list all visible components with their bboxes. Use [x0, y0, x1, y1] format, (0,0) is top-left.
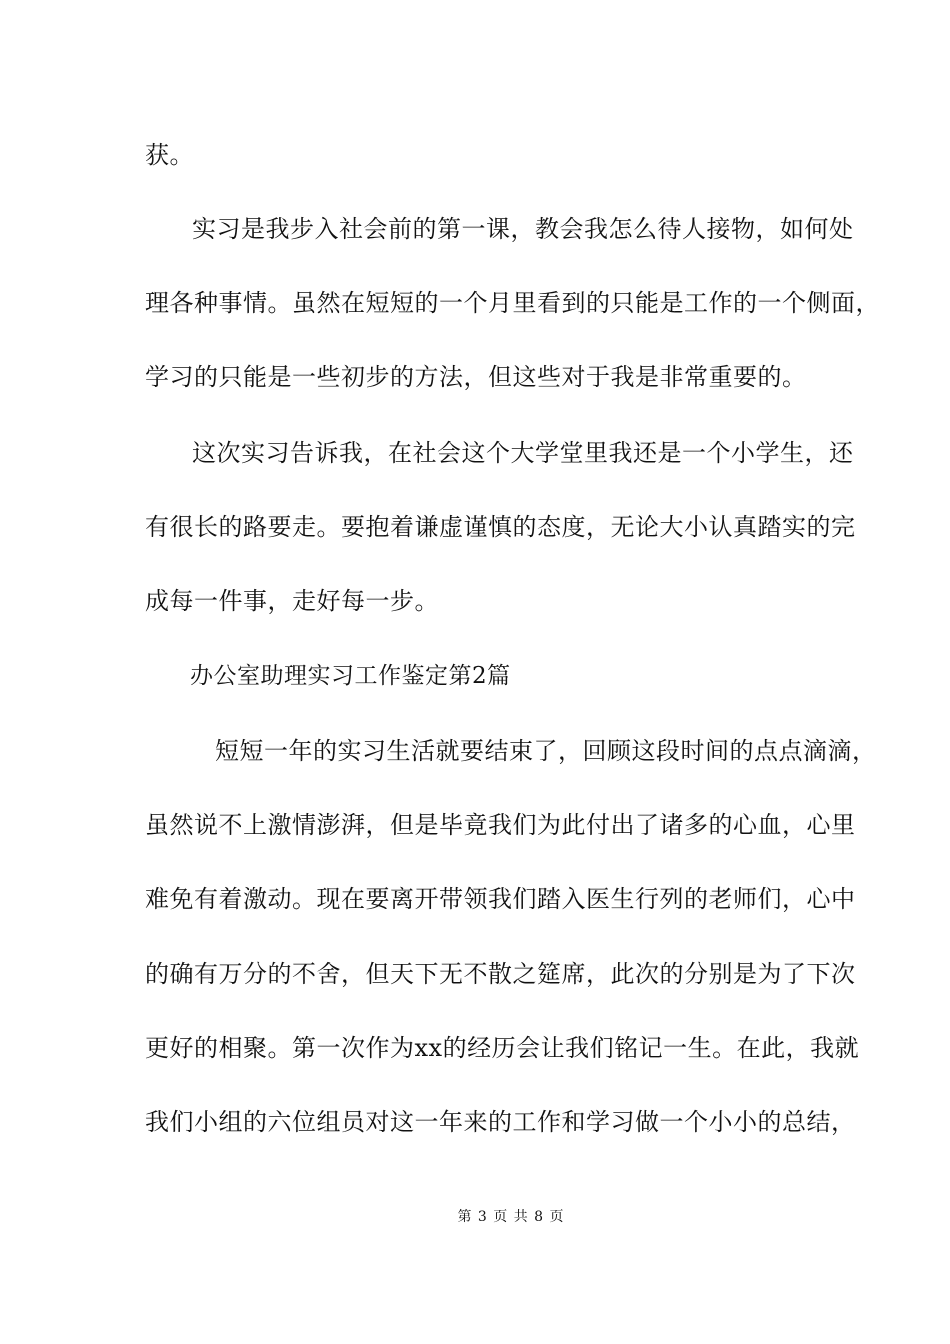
text-line: 的确有万分的不舍，但天下无不散之筵席，此次的分别是为了下次	[145, 960, 856, 988]
text-line: 实习是我步入社会前的第一课，教会我怎么待人接物，如何处	[192, 215, 854, 243]
text-line: 学习的只能是一些初步的方法，但这些对于我是非常重要的。	[145, 363, 807, 391]
text-line: 更好的相聚。第一次作为xx的经历会让我们铭记一生。在此，我就	[145, 1034, 860, 1062]
page-number-footer: 第 3 页 共 8 页	[457, 1209, 565, 1225]
text-line: 短短一年的实习生活就要结束了，回顾这段时间的点点滴滴，	[215, 737, 877, 765]
text-line: 虽然说不上激情澎湃，但是毕竟我们为此付出了诸多的心血，心里	[145, 811, 856, 839]
text-line: 理各种事情。虽然在短短的一个月里看到的只能是工作的一个侧面，	[145, 289, 880, 317]
text-line: 成每一件事，走好每一步。	[145, 587, 439, 615]
text-line: 难免有着激动。现在要离开带领我们踏入医生行列的老师们，心中	[145, 885, 856, 913]
text-line: 这次实习告诉我，在社会这个大学堂里我还是一个小学生，还	[192, 439, 854, 467]
section-heading: 办公室助理实习工作鉴定第2篇	[190, 663, 511, 689]
text-line: 我们小组的六位组员对这一年来的工作和学习做一个小小的总结，	[145, 1108, 856, 1136]
text-line: 获。	[145, 141, 194, 169]
text-line: 有很长的路要走。要抱着谦虚谨慎的态度，无论大小认真踏实的完	[145, 513, 856, 541]
